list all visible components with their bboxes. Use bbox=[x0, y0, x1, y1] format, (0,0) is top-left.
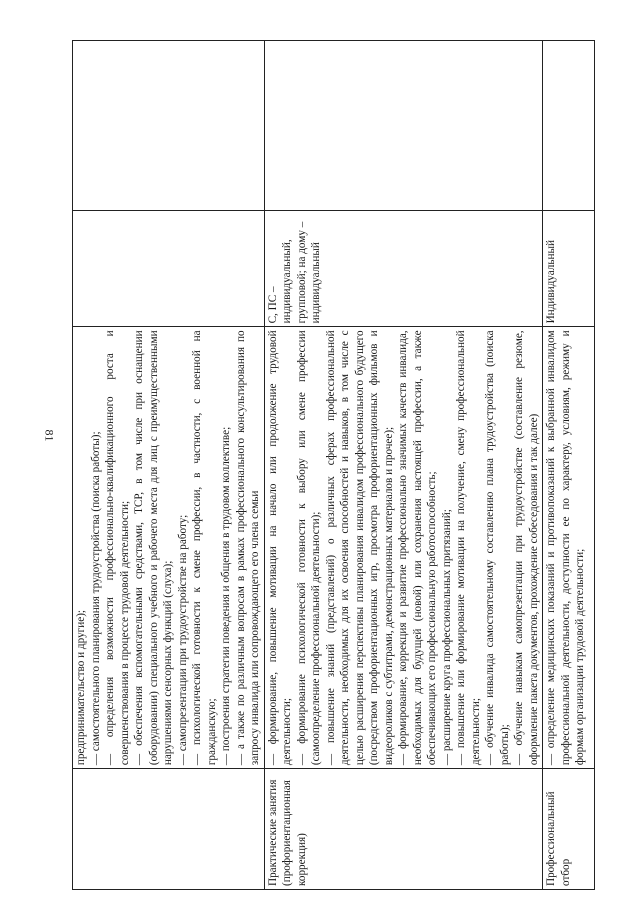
activity-cell bbox=[73, 769, 265, 890]
period-cell bbox=[73, 41, 265, 211]
content-line: — психологической готовности к смене профессии, в частности, с военной на гражданскую; bbox=[191, 330, 218, 766]
content-line: — определения возможности профессионально-квалификационного роста и совершенствования в процессе трудовой деятельности; bbox=[104, 330, 131, 766]
content-line: предпринимательство и другие); bbox=[75, 609, 87, 766]
content-line: — построения стратегии поведения и общения в трудовом коллективе; bbox=[220, 426, 232, 766]
rotated-page-content bbox=[72, 40, 586, 890]
content-line: — повышение знаний (представлений) о различных сферах профессиональной деятельности, необходимых для их освоения способностей и навыков, в том числе с целью расширения перспективы планирования инвалидом профессионального будущего (посредством профориентационных игр, просмотра профориентационных фильмов и видеороликов с субтитрами, демонстрационных материалов и прочее); bbox=[324, 330, 395, 766]
content-line: — обучение инвалида самостоятельному составлению плана трудоустройства (поиска работы); bbox=[484, 330, 511, 766]
content-line: — расширение круга профессиональных притязаний; bbox=[440, 509, 453, 766]
activity-cell: Практические занятия (профориентационная коррекция) bbox=[264, 769, 543, 890]
content-line: — формирование психологической готовности к выбору или смене профессии (самоопределение профессиональной деятельности); bbox=[295, 330, 322, 766]
content-line: — самостоятельного планирования трудоустройства (поиска работы); bbox=[89, 431, 102, 766]
content-line: — а также по различным вопросам в рамках профессионального консультирования по запросу инвалида или сопровождающего его члена семьи bbox=[234, 330, 261, 766]
content-line: — повышение или формирование мотивации на получение, смену профессиональной деятельности; bbox=[455, 330, 482, 766]
page-number: 81 bbox=[42, 429, 57, 442]
content-cell bbox=[264, 327, 543, 769]
period-cell bbox=[264, 41, 543, 211]
form-cell: Индивидуальный bbox=[543, 210, 595, 327]
content-line: — формирование, повышение мотивации на начало или продолжение трудовой деятельности; bbox=[266, 330, 293, 766]
content-line: — самопрезентации при трудоустройстве на работу; bbox=[176, 514, 189, 766]
form-cell bbox=[73, 210, 265, 327]
form-cell: С, ПС – индивидуальный, групповой; на дому – индивидуальный bbox=[264, 210, 543, 327]
table-row bbox=[73, 41, 265, 890]
table-row bbox=[264, 41, 543, 890]
content-line: — определение медицинских показаний и противопоказаний к выбранной инвалидом профессиональной деятельности, доступности ее по характеру, условиям, режиму и формам организации трудовой деятельности; bbox=[545, 330, 586, 766]
content-line: — обучение навыкам самопрезентации при трудоустройстве (составление резюме, оформление пакета документов, прохождение собеседования и так далее) bbox=[513, 330, 540, 766]
content-line: — обеспечения вспомогательными средствами, ТСР, в том числе при оснащении (оборудовании) специального учебного и рабочего места для лиц с преимущественными нарушениями сенсорных функций (слуха); bbox=[133, 330, 174, 766]
content-cell bbox=[543, 327, 595, 769]
content-line: — формирование, коррекция и развитие профессионально значимых качеств инвалида, необходимых для будущей (новой) или сохранения настоящей профессии, а также обеспечивающих его профессиональную работоспособность; bbox=[397, 330, 438, 766]
period-cell bbox=[543, 41, 595, 211]
rehabilitation-activities-table bbox=[72, 40, 595, 890]
content-cell bbox=[73, 327, 265, 769]
table-row bbox=[543, 41, 595, 890]
activity-cell: Профессиональный отбор bbox=[543, 769, 595, 890]
